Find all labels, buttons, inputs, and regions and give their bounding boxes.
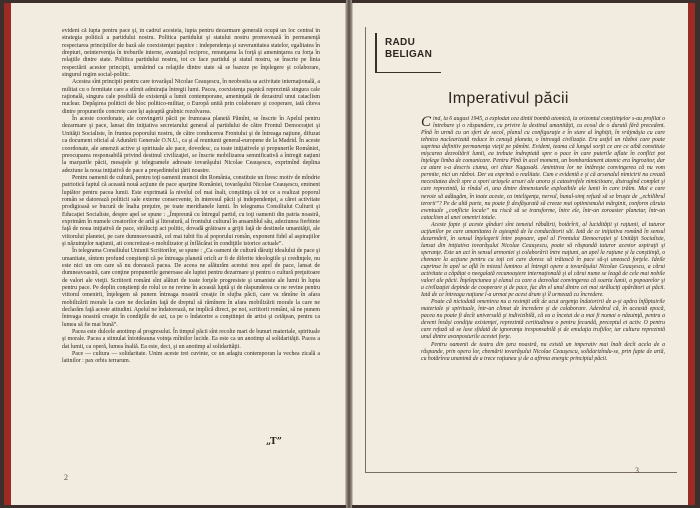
author-box xyxy=(375,33,441,73)
left-paragraph: evident că lupta pentru pace şi, în cadrul acesteia, lupta pentru dezarmare generală ocupă un loc central în strategia politică a partidului nostru. Politica partidului şi statului nostru promovează în permanenţă respectarea principiilor de bază ale coexistenţei paşnice : independenţa şi suveranitatea statelor, egalitatea în drepturi, neintervenţia în treburile interne, avantajul reciproc, renunţarea la forţă şi ameninţarea cu forţa în relaţiile dintre state. Politica partidului nostru, tot ce face partidul şi statul nostru, se înscrie pe linia respectării acestor principii, urmărind ca relaţiile dintre state să se bazeze pe înţelegere şi colaborare, singurul regim social-politic. xyxy=(62,28,320,79)
first-paragraph-text: înd, la 6 august 1945, a explodat cea dintîi bombă atomică, la orizontul conştiinţelor s-au profilat o întrebare şi o răspundere, cu privire la destinul umanităţii, cu ecoul de o durată fără precedent. Pînă în urmă cu un sfert de secol, planul cu configuraţie e în stare al înghiţit, în vrăjmăşia cu care tehnica nuclearizată reduce în cenuşă planeta, o întreagă civilizaţie. Era astfel un război care poate suprima definitiv permanenţa vieţii pe pămînt. Evident, teama că lungul sorţii ce are ce aibă constituie mişcarea dezvoltării lumii, ea trebuie îndreptată spre o pace în care puterile aflate în conflict pot înţelege limba de comunicare. Pentru Pînă în acel moment, un bombardament atomic era îngrozitor, dar ca atare s-a descris ciuma, ori chiar Nagasaki. Amintirea lor ne întăreşte convingerea că nu vom permite, nici un război. Der ea exprimă o realitate. Cum e evidentă e şi că arsenalul nimicirii nu crează necesitatea decît spre a spori uriaşele arsuri ale unora şi catastrofele nimicitoare, distrugînd complet şi care reprezintă, la rîndul ei, una dintre dimensiunile explozibile ale lumii în care trăim. Mai e care nevoie să adăugăm, în toate aceste, ca inteligenţa, nervul, bunul-simţ refuză să se bruşte de „echilibrul terorii”? Pe de altă parte, nu poate fi desfăşurată să creeze mai optimismului mărginit, conform căruia eventuale „conflicte locale” nu riscă să se transforme, între ele, într-un zoroaster planetar, într-un cataclism al unei omeniri totale. xyxy=(421,116,665,221)
left-paragraph: În telegrama Consiliului Uniunii Scriitorilor, se spune : „Ca oameni de cultură dăruiţi idealului de pace şi umanitate, sîntem profund conştienţi că pe întreaga planetă oricît ar fi de diferite ideologiile şi credinţele, nu este nici un om care să nu dorească pacea. De aceea ne alăturăm acestui nou apel de pace, lansat de dumneavoastră, care conţine propunerile generoase ale luptei pentru dezarmare şi pentru o cultură preţuitoare de valori ale vieţii. Scriitorii români sînt alături de toate forţele progresiste şi umaniste ale lumii în lupta pentru pace. Pe deplin conştienţi de rolul ce ne revine în această luptă şi de răspunderea ce ne revine pentru viitorul omenirii, înţelegem să punem întreaga noastră creaţie în slujba păcii, care va rămîne în afara mobilizării morale la care ne declarăm faţă de dreptul să rămînem în afara mobilizării morale la care ne declarăm faţă aceste atitudini. Apelul ne îndatorează, ne implică direct, pe noi, scriitorii români, să ne punem întreaga noastră creaţie în condiţiile de azi, ca pe o îndatorire a conştiinţei de artist şi cetăţean, pentru ca lumea să fie mai bună”. xyxy=(62,248,320,328)
right-paragraph: Pentru oamenii de teatru din ţara noastră, nu există un imperativ mai înalt decît acela de a răspunde, prin opera lor, chemării tovarăşului Nicolae Ceauşescu, solidarizîndu-se, prin fapte de artă, cu hotărîrea unanimă de a trece raţiunea şi de a afirma energic principiul păcii. xyxy=(421,341,665,362)
page-number-left: 2 xyxy=(64,473,68,482)
right-paragraph: Poate că niciodată omenirea nu a resimţit atît de acut urgenţa îndatoririi de a-şi apăra înfăptuirile materiale şi spirituale, într-un climat de încredere şi de colaborare. Adevărul că, în această epocă, pacea nu poate fi decît universală şi indivizibilă, că ea a încetat de a mai fi numai o năzuinţă, pentru a deveni însăşi condiţia existenţei, reprezintă certitudinea o pentru fecundă, preceptul ei activ. O pentru care refuză să se lase sfidată de ignoranţa iresponsabilă şi de emulaţia trufiilor, iar cultura reprezintă unul dintre avanposturile acestei forţe. xyxy=(421,299,665,341)
author-first-name: RADU xyxy=(385,37,416,48)
left-page xyxy=(4,3,346,505)
left-paragraph: Acestea sînt principii pentru care tovarăşul Nicolae Ceauşescu, în neobosita sa activitate internaţională, a militat cu o fermitate care a stîrnit admiraţia întregii lumi. Pacea, coexistenţa paşnică reprezintă singura cale raţională, singura cale posibilă de existenţă a lumii contemporane, ameninţată de dezastrul unui cataclism nuclear. Depăşirea politicii de bloc politico-militar, o Europă unită prin colaborare şi cooperare, iată cîteva dintre propunerile concrete care îşi aşteaptă grabnic rezolvarea. xyxy=(62,79,320,115)
right-paragraph: Aceste fapte şi aceste gînduri sînt temeiul răbdării, hotărîrii, al lucidităţii şi raţiunii, al tuturor acţiunilor pe care umanitatea le aşteaptă de la conducătorii săi. Iată de ce iniţiativa română în sensul dezarmării, în sensul înţelegerii între popoare, apel al Frontului Democraţiei şi Unităţii Socialiste, lansat din iniţiativa tovarăşului Nicolae Ceauşescu, poate să răspundă tuturor acestor aspiraţii şi speranţe. Este un act în sensul armoniei şi colaborării între naţiuni, un apel la raţiune şi la conştiinţă, o chemare la acţiune pentru ca toţi cei care doresc să trăiască în pace să-şi unească forţele. Ideile cuprinse în apel se află în miezul luminos al întregii opere a tovarăşului Nicolae Ceauşescu, a cărui activitate a căpătat o neegalată recunoaştere internaţională şi al cărui nume se leagă de cele mai nobile valori ale păcii. Înţelepciunea şi elanul cu care a dezvoltat convingerea că soarta lumii, a popoarelor şi a civilizaţiei depinde de cooperare şi de pace, fac din el unul dintre cei mai străluciţi apărători ai păcii. Iată de ce întreaga naţiune l-a urmat pe acest drum şi îl urmează cu încredere. xyxy=(421,221,665,299)
left-edge-band xyxy=(4,3,11,505)
left-paragraph: Pentru oamenii de cultură, pentru toţi oamenii muncii din România, constituie un firesc motiv de mîndrie patriotică faptul că această nouă acţiune de pace aparţine României, tovarăşului Nicolae Ceauşescu, eminent luptător pentru pacea lumii. Este exprimată la nivelul cel mai înalt, conştiinţa că tot ce a realizat poporul român se datorează politicii sale externe consecvente, în interesul păcii şi independenţei, a cărei activitate prodigioasă se bucură de înalta preţuire, pe toate meridianele lumii. În telegrama Consiliului Culturii şi Educaţiei Socialiste, despre apel se spune : „Împreună cu întregul partid, cu toţi oamenii din patria noastră, exprimăm în numele creatorilor de artă şi literatură, al frontului cultural în ansamblul său, adeziunea fierbinte faţă de noua iniţiativă de pace, străluciţi act politic, dovadă grăitoare a grijii faţă de destinele umanităţii, ale viitorului planetei, pe care dumneavoastră, cel mai iubit fiu al poporului român, exponent fidel al aspiraţiilor şi năzuinţelor naţiunii, ati concretizat-o mobilizator şi înflăcărat în condiţiile istorice actuale”. xyxy=(62,174,320,247)
article-title: Imperativul păcii xyxy=(448,90,569,107)
drop-cap: C xyxy=(421,116,432,130)
article-signature: „T” xyxy=(266,437,282,447)
left-body-text xyxy=(62,28,320,446)
left-paragraph: Pacea este dulcele anotimp al progresului. În timpul păcii sînt recolte mari de bunuri materiale, spirituale şi morale. Pacea a stimulat întotdeauna voinţa mîinilor lucide. Ea este ca un anotimp al solidarităţii. Pacea a dat lumii, ca operă, lumea înaltă. Ea este, deci, şi un anotimp al solidarităţii. xyxy=(62,329,320,350)
left-paragraph: În aceste coordonate, ale convingerii păcii pe frumoasa planetă Pămînt, se înscrie în Apelul pentru dezarmare şi pace, lansat din iniţiativa secretarului general al partidului de către Frontul Democraţiei şi Unităţii Socialiste, în fruntea poporului nostru, de către conducerea Frontului şi de întreaga naţiune, difuzat ca document oficial al Adunării Generale O.N.U., ca şi al reuniunii general-europene de la Madrid. În aceste coordonate, ale amenzii active şi spirituale ale pace, dovedesc, ca toate iniţiativele şi propunerile României, preocuparea responsabilă privind destinul civilizaţiei, se înscrie mobilizarea semnificativă a întregii naţiuni la marşurile păcii, mesajele şi telegramele adresate tovarăşului Nicolae Ceauşescu, exprimînd deplina adeziune la noua iniţiativă de pace a preşedintelui ţării noastre. xyxy=(62,116,320,174)
right-edge-band xyxy=(688,3,695,505)
page-number-right: 3 xyxy=(635,466,639,475)
right-paragraph-first xyxy=(421,116,665,222)
left-paragraph: Pace — cultura — solidaritate. Unim aceste trei cuvinte, ce un adagiu contemporan la vechea zicală a latinilor : pax orbis terrarum. xyxy=(62,351,320,365)
author-last-name: BELIGAN xyxy=(385,49,433,60)
right-body-text xyxy=(421,116,665,460)
right-page xyxy=(352,3,695,505)
